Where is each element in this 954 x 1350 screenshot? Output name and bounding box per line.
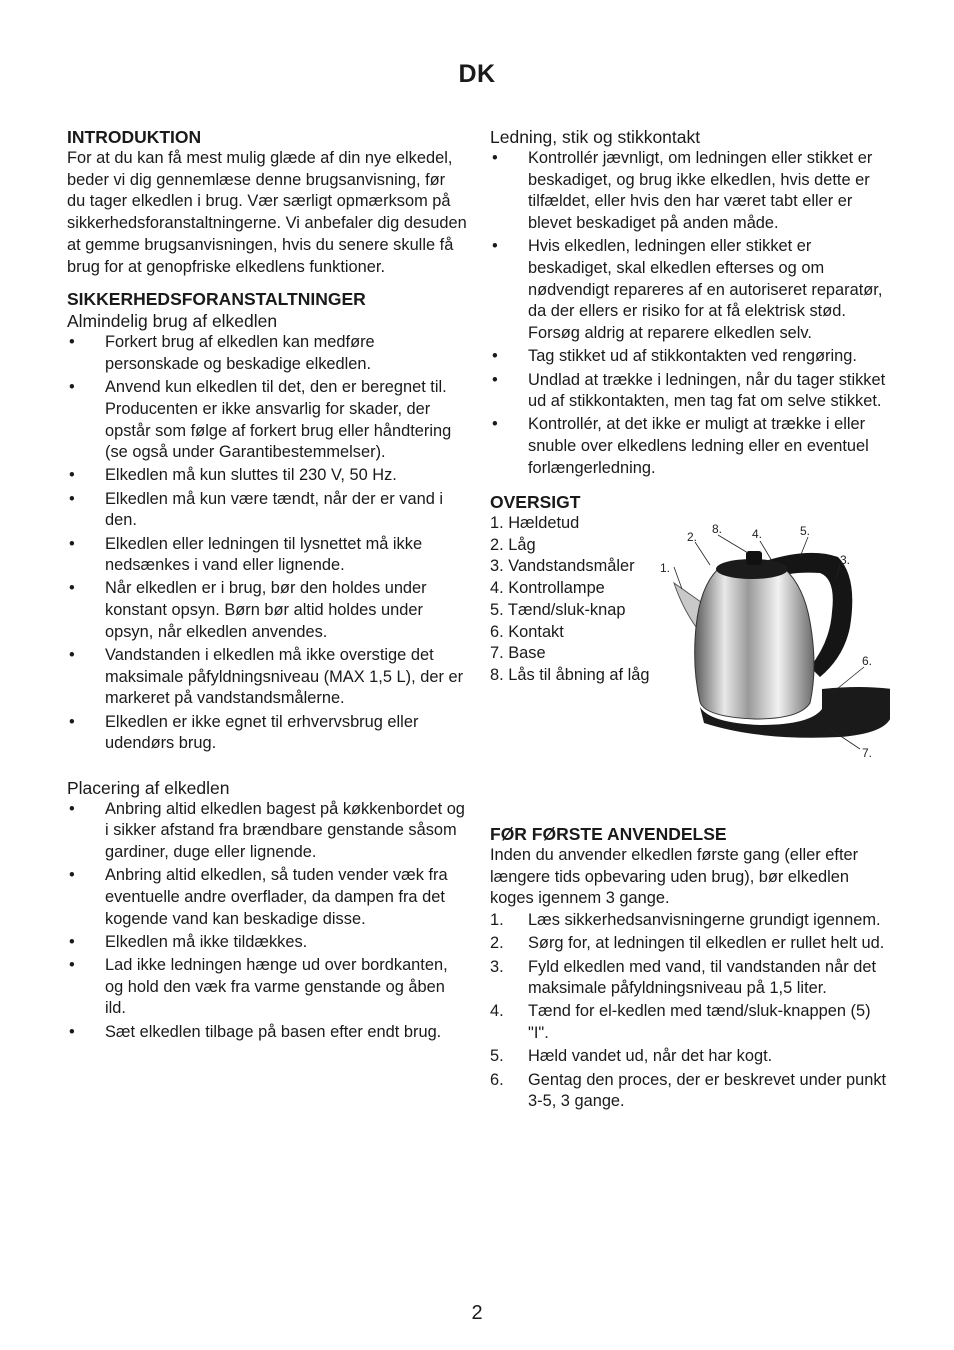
list-item: • Sæt elkedlen tilbage på basen efter endt brug. [67, 1022, 467, 1044]
list-item: 1. Læs sikkerhedsanvisningerne grundigt igennem. [490, 910, 890, 932]
cord-subheading: Ledning, stik og stikkontakt [490, 127, 701, 147]
bullet-icon: • [69, 579, 75, 598]
bullet-icon: • [69, 378, 75, 397]
list-item: 6. Gentag den proces, der er beskrevet under punkt 3-5, 3 gange. [490, 1070, 887, 1111]
bullet-icon: • [69, 534, 75, 553]
placement-subheading: Placering af elkedlen [67, 777, 230, 798]
overview-section [490, 513, 890, 813]
page-number: 2 [471, 1302, 483, 1324]
list-item: • Når elkedlen er i brug, bør den holdes under konstant opsyn. Børn bør altid holdes under opsyn, når elkedlen anvendes. [69, 579, 427, 641]
part-item: 8. Lås til åbning af låg [490, 665, 650, 684]
bullet-icon: • [69, 956, 75, 974]
safety-heading: SIKKERHEDSFORANSTALTNINGER [67, 289, 366, 310]
list-item: • Anbring altid elkedlen, så tuden vender væk fra eventuelle andre overflader, da dampen fra det kogende vand kan beskadige disse. [69, 866, 448, 928]
first-use-steps [490, 910, 890, 1113]
bullet-icon: • [492, 149, 498, 167]
callout-line [695, 542, 710, 565]
left-column [67, 126, 467, 1045]
overview-heading: OVERSIGT [490, 492, 581, 513]
right-column [490, 126, 890, 1114]
page-title: DK [458, 60, 496, 88]
step-number: 4. [490, 1002, 504, 1021]
list-item: • Elkedlen eller ledningen til lysnettet må ikke nedsænkes i vand eller lignende. [69, 534, 423, 575]
list-item: • Hvis elkedlen, ledningen eller stikket er beskadiget, skal elkedlen efterses og om nødvendigt repareres af en autoriseret reparatør, da der ellers er risiko for at få elektrisk stød. Forsøg aldrig at reparere elkedlen selv. [492, 237, 883, 343]
list-item: • Anbring altid elkedlen bagest på køkkenbordet og i sikker afstand fra brændbare genstande såsom gardiner, duge eller lignende. [69, 799, 465, 861]
step-number: 1. [490, 911, 504, 930]
list-item: 2. Sørg for, at ledningen til elkedlen er rullet helt ud. [490, 933, 890, 955]
list-item: • Elkedlen er ikke egnet til erhvervsbrug eller udendørs brug. [69, 712, 419, 753]
callout-line [718, 535, 748, 553]
step-number: 5. [490, 1047, 504, 1066]
bullet-icon: • [69, 799, 75, 818]
intro-heading: INTRODUKTION [67, 127, 202, 147]
list-item: • Kontrollér jævnligt, om ledningen eller stikket er beskadiget, og brug ikke elkedlen, hvis dette er tilfældet, eller hvis den har været tabt eller er blevet beskadiget på anden måde. [492, 149, 873, 233]
list-item: • Vandstanden i elkedlen må ikke overstige det maksimale påfyldningsniveau (MAX 1,5 L), der er markeret på vandstandsmålerne. [69, 646, 464, 708]
list-item: • Anvend kun elkedlen til det, den er beregnet til. Producenten er ikke ansvarlig for skader, der opstår som følge af forkert brug eller håndtering (se også under Garantibestemmelser). [69, 378, 452, 462]
bullet-icon: • [69, 1022, 75, 1041]
callout-label: 5. [800, 524, 811, 539]
part-item: 2. Låg [490, 535, 536, 554]
bullet-icon: • [69, 333, 75, 352]
bullet-icon: • [69, 932, 75, 951]
callout-label: 1. [660, 561, 671, 576]
kettle-lid-knob [746, 551, 762, 565]
list-item: • Tag stikket ud af stikkontakten ved rengøring. [490, 346, 890, 368]
cord-list [490, 148, 890, 480]
list-item: • Undlad at trække i ledningen, når du tager stikket ud af stikkontakten, men tag fat om selve stikket. [492, 370, 886, 411]
list-item: • Elkedlen må kun sluttes til 230 V, 50 Hz. [67, 465, 467, 487]
list-item: • Elkedlen må ikke tildækkes. [67, 932, 467, 954]
kettle-body [695, 569, 814, 719]
bullet-icon: • [69, 712, 75, 731]
callout-label: 2. [687, 530, 698, 545]
first-use-heading: FØR FØRSTE ANVENDELSE [490, 824, 727, 845]
part-item: 1. Hældetud [490, 514, 580, 533]
list-item: • Forkert brug af elkedlen kan medføre personskade og beskadige elkedlen. [69, 333, 375, 373]
general-use-subheading: Almindelig brug af elkedlen [67, 311, 278, 332]
callout-label: 8. [712, 522, 723, 537]
bullet-icon: • [69, 466, 75, 485]
list-item: • Lad ikke ledningen hænge ud over bordkanten, og hold den væk fra varme genstande og åben ild. [69, 956, 448, 1018]
list-item: 4. Tænd for el-kedlen med tænd/sluk-knappen (5) "I". [490, 1002, 871, 1043]
list-item: • Kontrollér, at det ikke er muligt at trække i eller snuble over elkedlens ledning eller en eventuel forlængerledning. [492, 415, 869, 477]
general-use-list [67, 332, 467, 755]
callout-label: 7. [862, 746, 873, 758]
placement-list [67, 799, 467, 1044]
part-item: 7. Base [490, 644, 546, 663]
parts-list [490, 513, 649, 687]
part-item: 6. Kontakt [490, 622, 564, 641]
callout-label: 3. [840, 553, 851, 568]
bullet-icon: • [69, 646, 75, 665]
part-item: 3. Vandstandsmåler [490, 557, 635, 576]
bullet-icon: • [69, 866, 75, 885]
first-use-intro: Inden du anvender elkedlen første gang (eller efter længere tids opbevaring uden brug), bør elkedlen koges igennem 3 gange. [490, 846, 859, 908]
bullet-icon: • [492, 347, 498, 366]
intro-text: For at du kan få mest mulig glæde af din nye elkedel, beder vi dig gennemlæse denne brugsanvisning, før du tager elkedlen i brug. Vær særligt opmærksom på sikkerhedsforanstaltningerne. Vi anbefaler dig desuden at gemme brugsanvisningen, hvis du senere skulle få brug for at genopfriske elkedlens funktioner. [67, 149, 467, 276]
bullet-icon: • [69, 489, 75, 508]
bullet-icon: • [492, 415, 498, 434]
step-number: 6. [490, 1070, 504, 1089]
kettle-illustration [660, 517, 890, 757]
callout-label: 4. [752, 527, 763, 542]
part-item: 4. Kontrollampe [490, 579, 605, 598]
list-item: • Elkedlen må kun være tændt, når der er vand i den. [69, 489, 444, 530]
bullet-icon: • [492, 237, 498, 256]
bullet-icon: • [492, 370, 498, 389]
step-number: 2. [490, 934, 504, 953]
part-item: 5. Tænd/sluk-knap [490, 600, 626, 619]
callout-label: 6. [862, 654, 873, 669]
list-item: 3. Fyld elkedlen med vand, til vandstanden når det maksimale påfyldningsniveau på 1,5 liter. [490, 957, 877, 998]
step-number: 3. [490, 957, 504, 976]
list-item: 5. Hæld vandet ud, når det har kogt. [490, 1046, 890, 1068]
